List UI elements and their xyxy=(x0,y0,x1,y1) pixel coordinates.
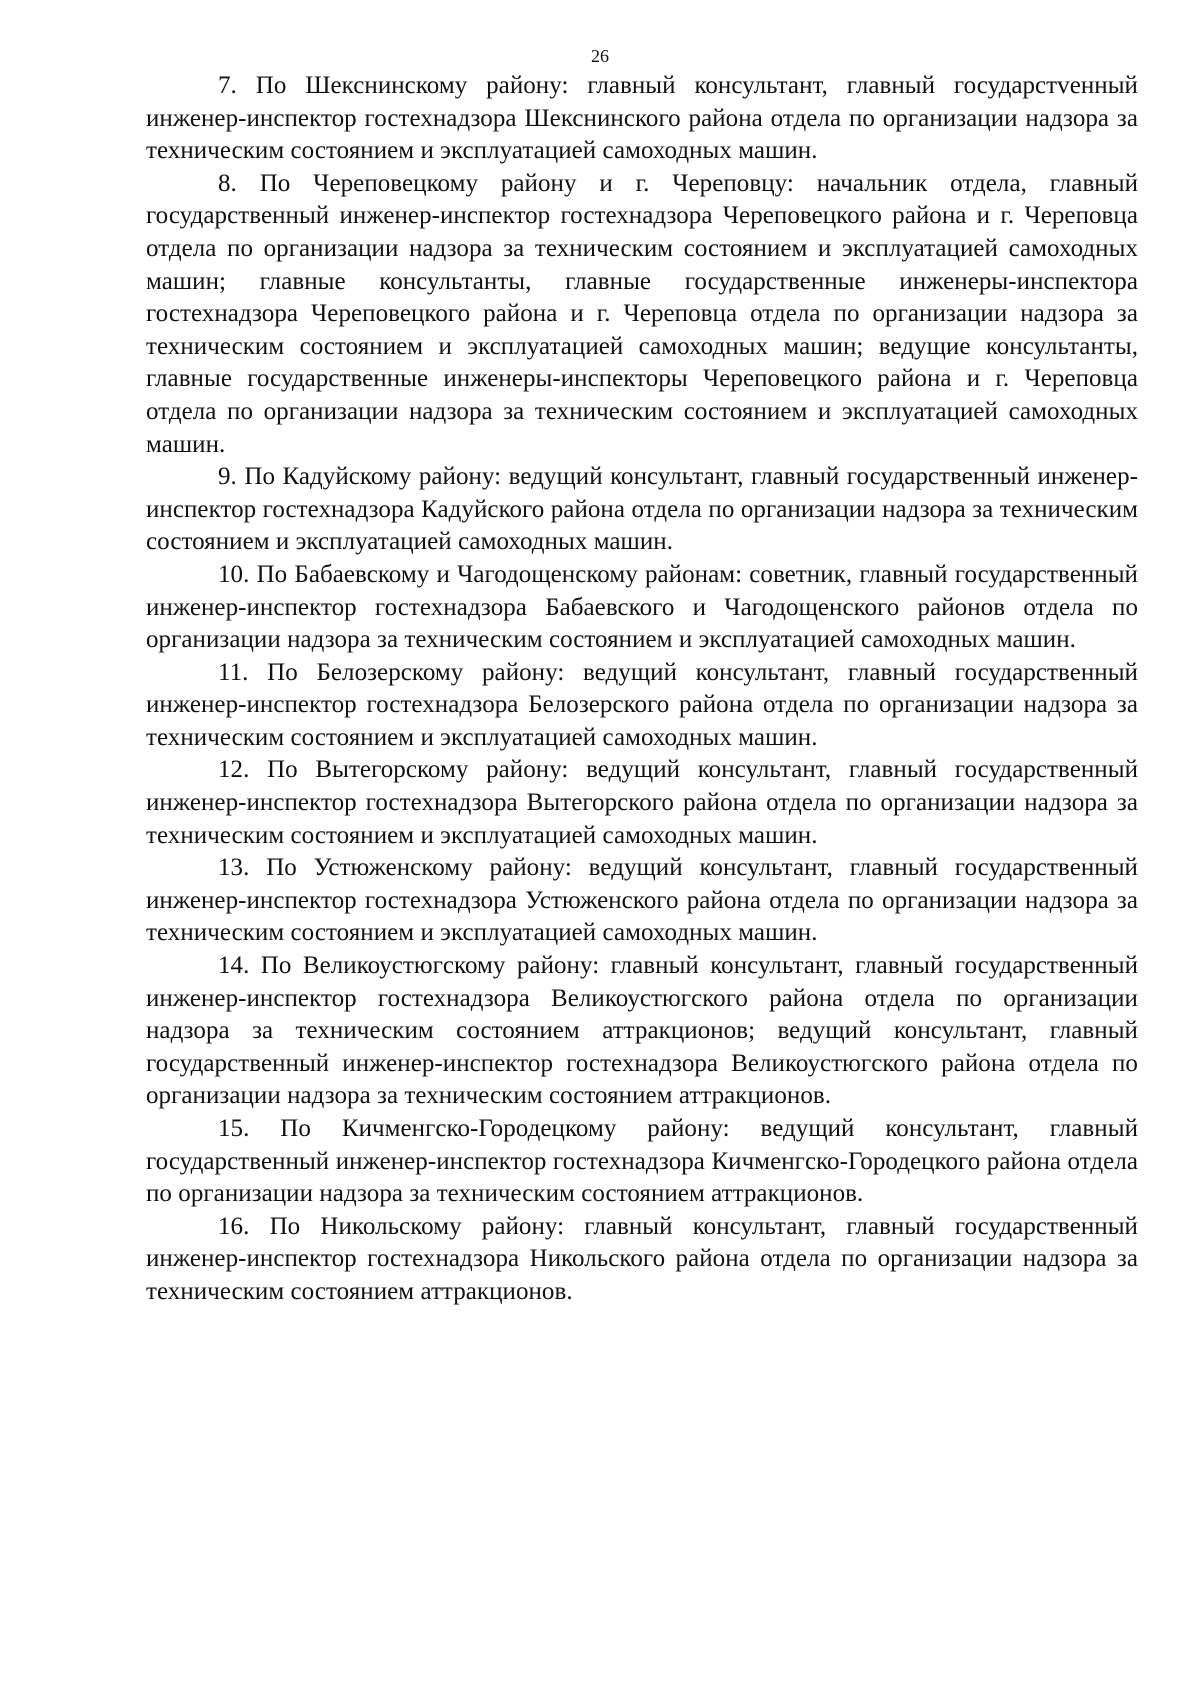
page-number: 26 xyxy=(591,46,609,66)
paragraph-item-11: 11. По Белозерскому району: ведущий консультант, главный государственный инженер-инспектор гостехнадзора Белозерского района отдела по организации надзора за техническим состоянием и эксплуатацией самоходных машин. xyxy=(146,658,1138,751)
paragraph-item-15: 15. По Кичменгско-Городецкому району: ведущий консультант, главный государственный инженер-инспектор гостехнадзора Кичменгско-Городецкого района отдела по организации надзора за техническим состоянием аттракционов. xyxy=(146,1115,1138,1208)
paragraph-item-9: 9. По Кадуйскому району: ведущий консультант, главный государственный инженер-инспектор гостехнадзора Кадуйского района отдела по организации надзора за техническим состоянием и эксплуатацией самоходных машин. xyxy=(146,463,1138,556)
paragraph-item-7: 7. По Шекснинскому району: главный консультант, главный государстvенный инженер-инспектор гостехнадзора Шекснинского района отдела по организации надзора за техническим состоянием и эксплуатацией самоходных машин. xyxy=(146,72,1138,165)
document-body xyxy=(146,70,1138,1309)
paragraph-item-16: 16. По Никольскому району: главный консультант, главный государственный инженер-инспектор гостехнадзора Никольского района отдела по организации надзора за техническим состоянием аттракционов. xyxy=(146,1212,1138,1305)
paragraph-item-12: 12. По Вытегорскому району: ведущий консультант, главный государственный инженер-инспектор гостехнадзора Вытегорского района отдела по организации надзора за техническим состоянием и эксплуатацией самоходных машин. xyxy=(146,756,1138,849)
paragraph-item-10: 10. По Бабаевскому и Чагодощенскому районам: советник, главный государственный инженер-инспектор гостехнадзора Бабаевского и Чагодощенского районов отдела по организации надзора за техническим состоянием и эксплуатацией самоходных машин. xyxy=(146,560,1138,654)
paragraph-item-8: 8. По Череповецкому району и г. Череповцу: начальник отдела, главный государственный инженер-инспектор гостехнадзора Череповецкого района и г. Череповца отдела по организации надзора за техническим состоянием и эксплуатацией самоходных машин; главные консультанты, главные государственные инженеры-инспектора гостехнадзора Череповецкого района и г. Череповца отдела по организации надзора за техническим состоянием и эксплуатацией самоходных машин; ведущие консультанты, главные государственные инженеры-инспекторы Череповецкого района и г. Череповца отдела по организации надзора за техническим состоянием и эксплуатацией самоходных машин. xyxy=(146,169,1138,458)
paragraph-item-14: 14. По Великоустюгскому району: главный консультант, главный государственный инженер-инспектор гостехнадзора Великоустюгского района отдела по организации надзора за техническим состоянием аттракционов; ведущий консультант, главный государственный инженер-инспектор гостехнадзора Великоустюгского района отдела по организации надзора за техническим состоянием аттракционов. xyxy=(146,952,1138,1110)
paragraph-item-13: 13. По Устюженскому району: ведущий консультант, главный государственный инженер-инспектор гостехнадзора Устюженского района отдела по организации надзора за техническим состоянием и эксплуатацией самоходных машин. xyxy=(146,854,1138,947)
